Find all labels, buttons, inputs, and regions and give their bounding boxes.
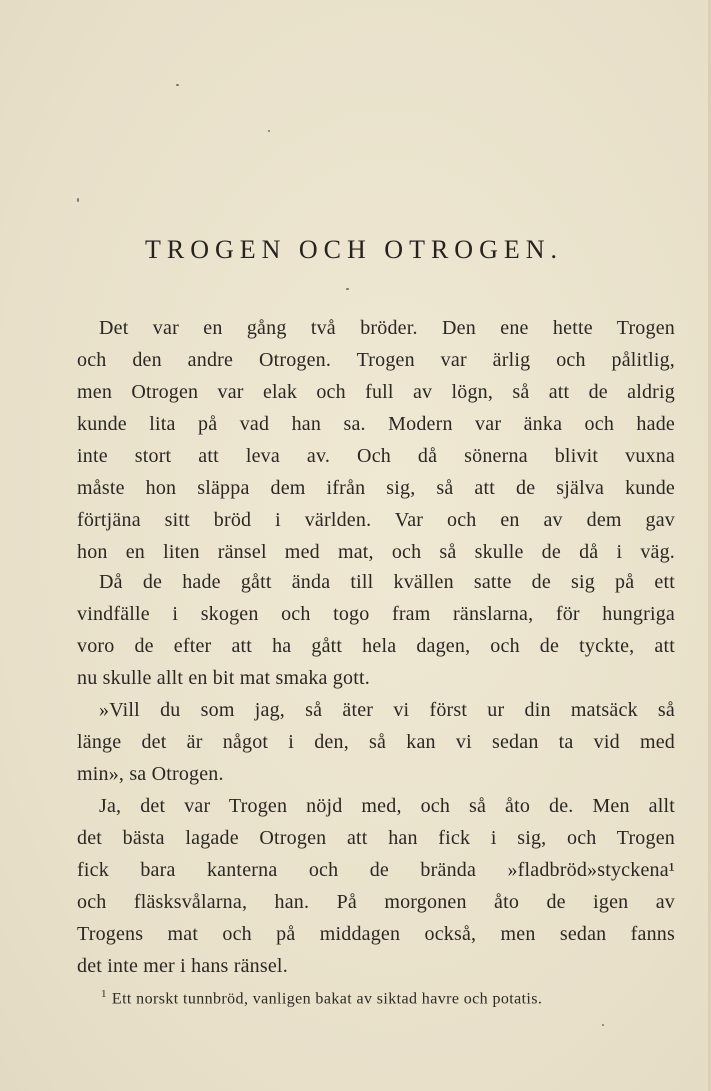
text-line: inte stort att leva av. Och då sönerna blivit vuxna <box>77 445 675 467</box>
footnote <box>101 988 542 1008</box>
paper-speck <box>77 198 79 202</box>
paper-speck <box>602 1024 604 1026</box>
text-line: »Vill du som jag, så äter vi först ur din matsäck så <box>99 699 675 721</box>
paper-speck <box>176 84 179 86</box>
footnote-text: Ett norskt tunnbröd, vanligen bakat av siktad havre och potatis. <box>111 990 543 1008</box>
text-line: hon en liten ränsel med mat, och så skulle de då i väg. <box>77 541 675 563</box>
paragraph-3 <box>77 694 675 790</box>
text-line: det inte mer i hans ränsel. <box>77 955 288 977</box>
text-line: Ja, det var Trogen nöjd med, och så åto de. Men allt <box>99 795 675 817</box>
text-line: Det var en gång två bröder. Den ene hette Trogen <box>99 317 675 339</box>
text-line: men Otrogen var elak och full av lögn, så att de aldrig <box>77 381 675 403</box>
paragraph-2 <box>77 566 675 694</box>
text-line: och fläsksvålarna, han. På morgonen åto de igen av <box>77 891 675 913</box>
footnote-marker: 1 <box>101 988 107 1000</box>
text-line: och den andre Otrogen. Trogen var ärlig och pålitlig, <box>77 349 675 371</box>
chapter-title: TROGEN OCH OTROGEN. <box>144 235 564 264</box>
text-line: fick bara kanterna och de brända »fladbröd»styckena¹ <box>77 859 675 881</box>
text-line: länge det är något i den, så kan vi sedan ta vid med <box>77 731 675 753</box>
text-line: Trogens mat och på middagen också, men sedan fanns <box>77 923 675 945</box>
text-line: nu skulle allt en bit mat smaka gott. <box>77 667 370 689</box>
paragraph-1 <box>77 312 675 568</box>
text-line: Då de hade gått ända till kvällen satte de sig på ett <box>99 571 675 593</box>
text-line: det bästa lagade Otrogen att han fick i sig, och Trogen <box>77 827 675 849</box>
text-line: förtjäna sitt bröd i världen. Var och en av dem gav <box>77 509 675 531</box>
paper-speck <box>346 288 349 290</box>
text-line: min», sa Otrogen. <box>77 763 224 785</box>
paragraph-4 <box>77 790 675 982</box>
text-line: måste hon släppa dem ifrån sig, så att de själva kunde <box>77 477 675 499</box>
text-line: vindfälle i skogen och togo fram ränslarna, för hungriga <box>77 603 675 625</box>
paper-speck <box>268 130 270 132</box>
text-line: voro de efter att ha gått hela dagen, och de tyckte, att <box>77 635 675 657</box>
text-line: kunde lita på vad han sa. Modern var änka och hade <box>77 413 675 435</box>
